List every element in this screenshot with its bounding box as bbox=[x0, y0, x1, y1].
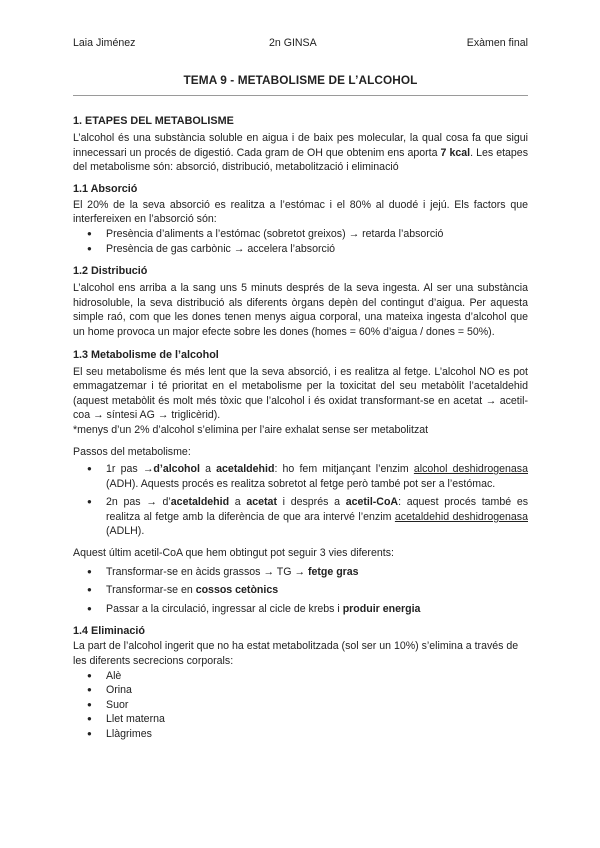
steps-intro: Passos del metabolisme: bbox=[73, 445, 191, 458]
section-heading-1-2: 1.2 Distribució bbox=[73, 265, 148, 278]
absorption-factors-list bbox=[73, 227, 528, 256]
document-title: TEMA 9 - METABOLISME DE L’ALCOHOL bbox=[183, 73, 418, 87]
section-1-paragraph bbox=[73, 131, 528, 175]
text-span: 1r pas → bbox=[106, 463, 154, 476]
title-divider bbox=[73, 95, 528, 96]
term-alcohol: d’alcohol bbox=[153, 463, 200, 476]
enzyme-adh: alcohol deshidrogenasa bbox=[413, 463, 528, 476]
metabolism-note: *menys d’un 2% d’alcohol s’elimina per l’aire exhalat sense ser metabolitzat bbox=[73, 423, 429, 436]
term-fetge-gras: fetge gras bbox=[307, 565, 359, 578]
text-span: 2n pas → d’ bbox=[106, 496, 171, 509]
list-item: ● Alè bbox=[73, 669, 528, 684]
term-acetaldehid: acetaldehid bbox=[216, 463, 275, 476]
course-name: 2n GINSA bbox=[269, 37, 317, 49]
distribution-paragraph: L’alcohol ens arriba a la sang uns 5 minuts després de la seva ingesta. Al ser una substància hidrosoluble, la seva distribució als diferents òrgans depèn del contingut d’aigua. Per aquesta simple raó, com que les dones tenen menys aigua corporal, una mateixa ingesta d’alcohol que un home provoca un major efecte sobre les dones (homes = 60% d’aigua / dones = 50%). bbox=[73, 282, 528, 338]
term-cossos-cetonics: cossos cetònics bbox=[195, 584, 279, 597]
elimination-paragraph: La part de l’alcohol ingerit que no ha estat metabolitzada (sol ser un 10%) s’elimina a través de les diferents secrecions corporals: bbox=[73, 640, 519, 668]
kcal-value: 7 kcal bbox=[440, 146, 471, 159]
elimination-list bbox=[73, 669, 528, 742]
text-span: (ADLH). bbox=[106, 525, 145, 538]
document-body bbox=[73, 114, 528, 742]
list-item bbox=[73, 495, 528, 539]
section-heading-1: 1. ETAPES DEL METABOLISME bbox=[73, 115, 234, 127]
term-acetaldehid: acetaldehid bbox=[170, 496, 230, 509]
list-item bbox=[73, 602, 528, 617]
list-item: ● Orina bbox=[73, 683, 528, 698]
text-span: (ADH). Aquests procés es realitza sobretot al fetge però també pot ser a l’estómac. bbox=[106, 477, 496, 490]
section-heading-1-1: 1.1 Absorció bbox=[73, 182, 138, 195]
term-acetil-coa: acetil-CoA bbox=[345, 496, 399, 509]
list-item: ● Presència d’aliments a l’estómac (sobretot greixos) → retarda l’absorció bbox=[73, 227, 528, 242]
list-item: ● Llet materna bbox=[73, 712, 528, 727]
pathways-list bbox=[73, 565, 528, 617]
term-produir-energia: produir energia bbox=[342, 602, 421, 615]
metabolism-steps-list bbox=[73, 462, 528, 539]
author-name: Laia Jiménez bbox=[73, 37, 136, 49]
text-span: Passar a la circulació, ingressar al cicle de krebs i bbox=[106, 602, 343, 615]
list-item bbox=[73, 462, 528, 491]
metabolism-paragraph: El seu metabolisme és més lent que la seva absorció, i es realitza al fetge. L’alcohol NO es pot emmagatzemar i té prioritat en el metabolisme per la toxicitat del seu metabòlit l’acetaldehid (aquest metabòlit és molt més tòxic que l’alcohol i és oxidat transformant-se en acetat → acetil-coa → síntesi AG → triglicèrid). bbox=[73, 365, 528, 422]
text-span: L’alcohol és una substància soluble en aigua i de baix pes molecular, la qual cosa fa que sigui innecessari un procés de digestió. Cada gram de OH que obtenim ens aporta bbox=[73, 132, 528, 159]
section-heading-1-4: 1.4 Eliminació bbox=[73, 625, 146, 638]
list-item bbox=[73, 565, 528, 580]
enzyme-adlh: acetaldehid deshidrogenasa bbox=[394, 510, 528, 523]
list-item: ● Llàgrimes bbox=[73, 727, 528, 742]
pathways-intro: Aquest últim acetil-CoA que hem obtingut pot seguir 3 vies diferents: bbox=[73, 547, 394, 560]
text-span: a bbox=[229, 496, 247, 509]
term-acetat: acetat bbox=[246, 496, 277, 509]
list-item: ● Suor bbox=[73, 698, 528, 713]
text-span: Transformar-se en àcids grassos → TG → bbox=[106, 565, 308, 578]
page-header bbox=[73, 36, 528, 50]
list-item: ● Presència de gas carbònic → accelera l’absorció bbox=[73, 242, 528, 257]
text-span: : aquest procés també es realitza al fetge amb la diferència de que ara intervé l’enzim bbox=[106, 496, 529, 523]
exam-label: Exàmen final bbox=[466, 37, 528, 49]
text-span: Transformar-se en bbox=[106, 584, 196, 597]
text-span: : ho fem mitjançant l’enzim bbox=[274, 463, 414, 476]
text-span: a bbox=[199, 463, 217, 476]
section-heading-1-3: 1.3 Metabolisme de l’alcohol bbox=[73, 348, 219, 361]
text-span: . Les etapes del metabolisme són: absorció, distribució, metabolització i eliminació bbox=[73, 146, 529, 174]
list-item bbox=[73, 583, 528, 598]
text-span: i després a bbox=[276, 496, 346, 509]
absorption-paragraph: El 20% de la seva absorció es realitza a l’estómac i el 80% al duodé i jejú. Els factors que interfereixen en l’absorció són: bbox=[73, 198, 528, 226]
